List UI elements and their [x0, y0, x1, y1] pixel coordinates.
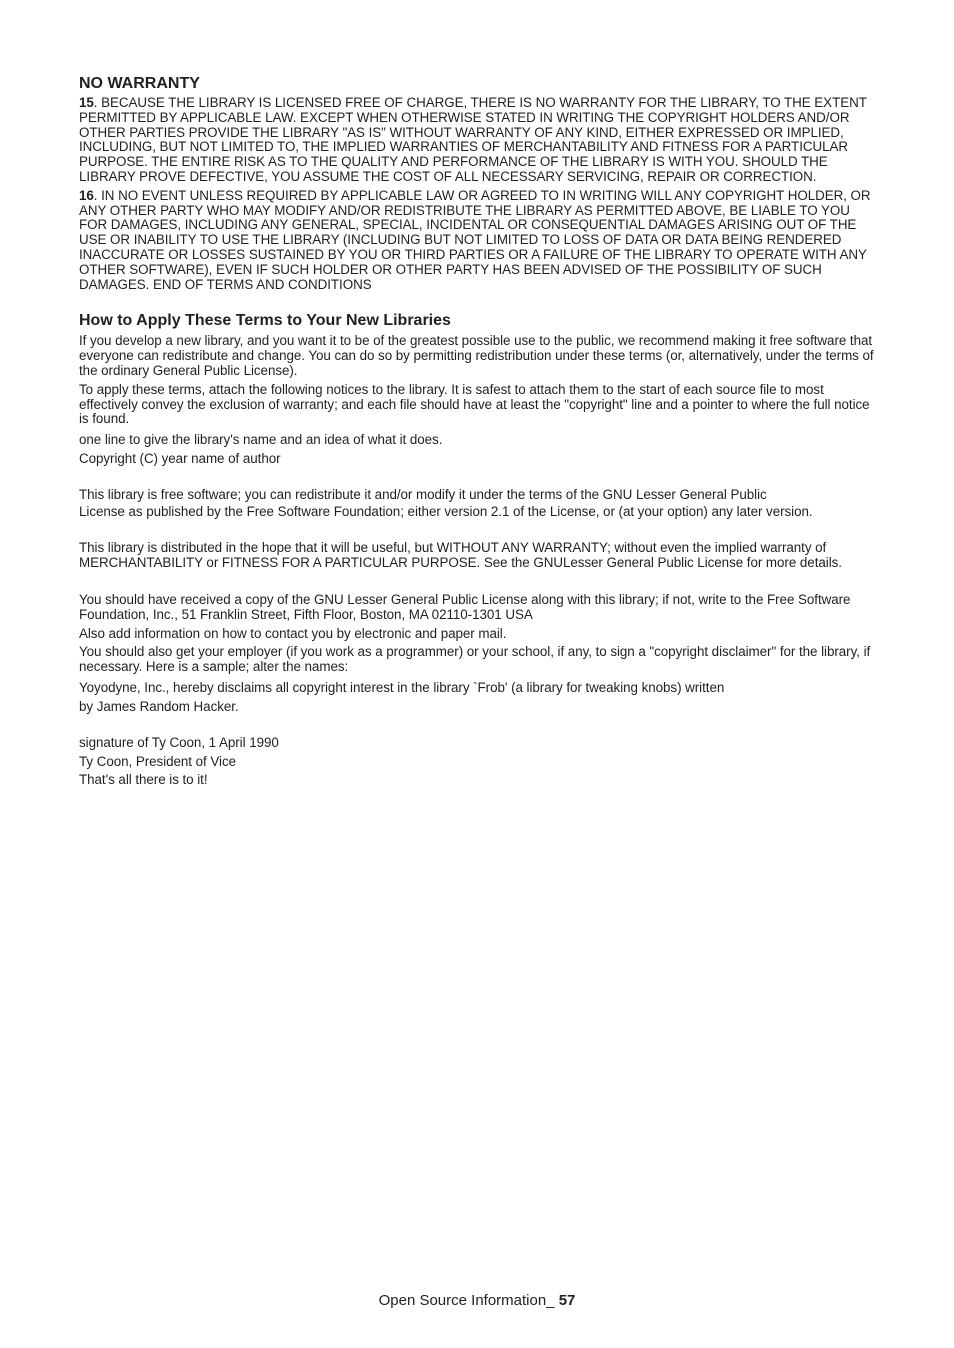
free-software-line-1: This library is free software; you can redistribute it and/or modify it under the terms of the GNU Lesser General Public — [79, 487, 767, 503]
intro-paragraph-2: To apply these terms, attach the following notices to the library. It is safest to attach them to the start of each source file to most effectively convey the exclusion of warranty; and each file should have at least the "copyright" line and a pointer to where the full notice is found. — [79, 381, 870, 427]
employer-paragraph: You should also get your employer (if you work as a programmer) or your school, if any, to sign a "copyright disclaimer" for the library, if necessary. Here is a sample; alter the names: — [79, 644, 871, 675]
page-number: 57 — [558, 1292, 576, 1309]
no-warranty-section — [79, 74, 879, 292]
clause-15 — [79, 96, 879, 185]
clause-number: 16 — [79, 187, 94, 203]
footer-label: Open Source Information_ — [378, 1292, 559, 1309]
distributed-paragraph: This library is distributed in the hope that it will be useful, but WITHOUT ANY WARRANTY; without even the implied warranty of MERCHANTABILITY or FITNESS FOR A PARTICULAR PURPOSE. See the GNULesser General Public License for more details. — [79, 540, 842, 571]
signer-line: Ty Coon, President of Vice — [79, 753, 236, 769]
copyright-line: Copyright (C) year name of author — [79, 450, 281, 466]
notice-line: one line to give the library's name and an idea of what it does. — [79, 432, 443, 448]
clause-text: . BECAUSE THE LIBRARY IS LICENSED FREE OF CHARGE, THERE IS NO WARRANTY FOR THE LIBRARY, TO THE EXTENT PERMITTED BY APPLICABLE LAW. EXCEPT WHEN OTHERWISE STATED IN WRITING THE COPYRIGHT HOLDERS AND/OR OTHER PARTIES PROVIDE THE LIBRARY "AS IS" WITHOUT WARRANTY OF ANY KIND, EITHER EXPRESSED OR IMPLIED, INCLUDING, BUT NOT LIMITED TO, THE IMPLIED WARRANTIES OF MERCHANTABILITY AND FITNESS FOR A PARTICULAR PURPOSE. THE ENTIRE RISK AS TO THE QUALITY AND PERFORMANCE OF THE LIBRARY IS WITH YOU. SHOULD THE LIBRARY PROVE DEFECTIVE, YOU ASSUME THE COST OF ALL NECESSARY SERVICING, REPAIR OR CORRECTION. — [79, 95, 867, 184]
spacer — [79, 575, 879, 593]
free-software-line-2: License as published by the Free Software Foundation; either version 2.1 of the License, or (at your option) any later version. — [79, 503, 813, 519]
received-copy-paragraph: You should have received a copy of the GNU Lesser General Public License along with this library; if not, write to the Free Software Foundation, Inc., 51 Franklin Street, Fifth Floor, Boston, MA 02110-1301 USA — [79, 592, 851, 622]
spacer — [79, 523, 879, 541]
disclaimer-line-2: by James Random Hacker. — [79, 698, 239, 714]
page-footer — [0, 1292, 954, 1310]
document-body — [79, 74, 879, 790]
spacer — [79, 716, 879, 734]
how-to-apply-heading: How to Apply These Terms to Your New Libraries — [79, 312, 451, 330]
intro-paragraph-1: If you develop a new library, and you want it to be of the greatest possible use to the public, we recommend making it free software that everyone can redistribute and change. You can do so by permitting redistribution under these terms (or, alternatively, under the terms of the ordinary General Public License). — [79, 333, 874, 378]
clause-number: 15 — [79, 95, 94, 110]
how-to-apply-section — [79, 311, 879, 789]
disclaimer-line-1: Yoyodyne, Inc., hereby disclaims all copyright interest in the library `Frob' (a library for tweaking knobs) written — [79, 680, 725, 696]
clause-text: . IN NO EVENT UNLESS REQUIRED BY APPLICABLE LAW OR AGREED TO IN WRITING WILL ANY COPYRIGHT HOLDER, OR ANY OTHER PARTY WHO MAY MODIFY AND/OR REDISTRIBUTE THE LIBRARY AS PERMITTED ABOVE, BE LIABLE TO YOU FOR DAMAGES, INCLUDING ANY GENERAL, SPECIAL, INCIDENTAL OR CONSEQUENTIAL DAMAGES ARISING OUT OF THE USE OR INABILITY TO USE THE LIBRARY (INCLUDING BUT NOT LIMITED TO LOSS OF DATA OR DATA BEING RENDERED INACCURATE OR LOSSES SUSTAINED BY YOU OR THIRD PARTIES OR A FAILURE OF THE LIBRARY TO OPERATE WITH ANY OTHER SOFTWARE), EVEN IF SUCH HOLDER OR OTHER PARTY HAS BEEN ADVISED OF THE POSSIBILITY OF SUCH DAMAGES. END OF TERMS AND CONDITIONS — [79, 187, 871, 292]
contact-info-paragraph: Also add information on how to contact you by electronic and paper mail. — [79, 625, 507, 641]
signature-line: signature of Ty Coon, 1 April 1990 — [79, 735, 279, 751]
closing-line: That's all there is to it! — [79, 772, 208, 788]
no-warranty-heading: NO WARRANTY — [79, 75, 200, 92]
spacer — [79, 468, 879, 486]
clause-16 — [79, 189, 879, 293]
